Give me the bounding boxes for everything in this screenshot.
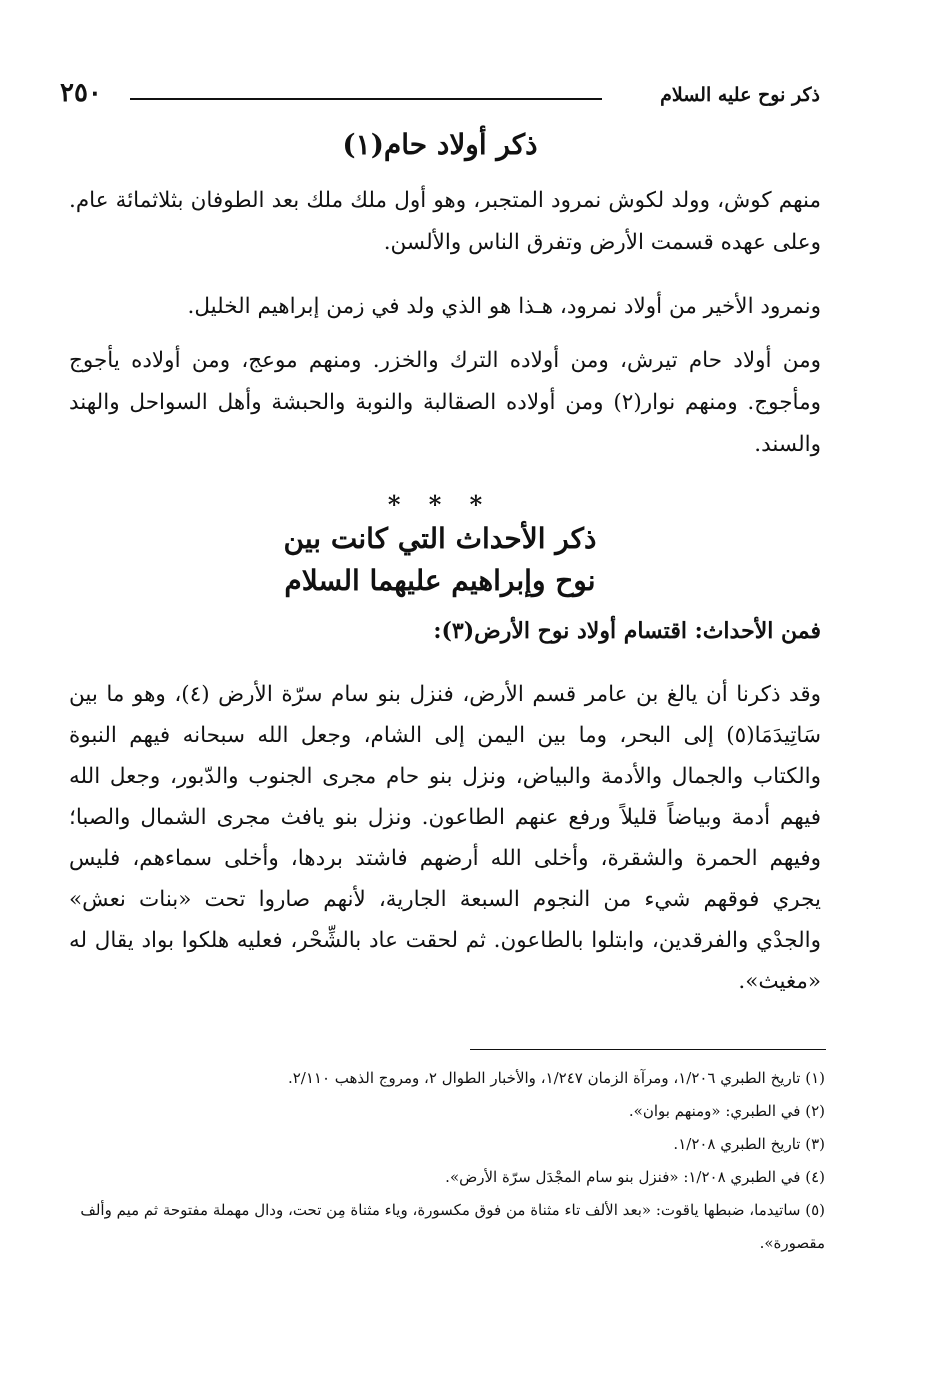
paragraph: ومن أولاد حام تيرش، ومن أولاده الترك والخزر. ومنهم موعج، ومن أولاده يأجوج ومأجوج. ومنهم نوار(٢) ومن أولاده الصقالبة والنوبة والحبشة وأهل السواحل والهند والسند. bbox=[69, 348, 821, 457]
footnote: (٣) تاريخ الطبري ١/٢٠٨. bbox=[673, 1135, 825, 1153]
section-separator: * * * bbox=[387, 490, 493, 519]
paragraph: ونمرود الأخير من أولاد نمرود، هـذا هو الذي ولد في زمن إبراهيم الخليل. bbox=[187, 294, 821, 319]
page-number: ٢٥٠ bbox=[60, 78, 102, 108]
header-rule bbox=[130, 98, 602, 100]
subheading: فمن الأحداث: اقتسام أولاد نوح الأرض(٣): bbox=[433, 618, 821, 644]
footnote: (٥) ساتيدما، ضبطها ياقوت: «بعد الألف تاء مثناة من فوق مكسورة، وياء مثناة مِن تحت، ودال مهملة مفتوحة ثم ميم وألف مقصورة». bbox=[80, 1201, 825, 1252]
footnotes bbox=[75, 1062, 825, 1260]
footnote: (٤) في الطبري ١/٢٠٨: «فنزل بنو سام المجْدَل سرّة الأرض». bbox=[445, 1168, 825, 1186]
footnote: (٢) في الطبري: «ومنهم بوان». bbox=[628, 1102, 825, 1120]
section-title-line: ذكر الأحداث التي كانت بين bbox=[283, 522, 597, 555]
section-title-events bbox=[60, 518, 820, 602]
footnote-rule bbox=[470, 1049, 826, 1050]
running-title: ذكر نوح عليه السلام bbox=[660, 84, 820, 106]
paragraph: وقد ذكرنا أن يالغ بن عامر قسم الأرض، فنزل بنو سام سرّة الأرض (٤)، وهو ما بين سَاتِيدَمَا(٥) إلى البحر، وما بين اليمن إلى الشام، وجعل الله سبحانه فيهم النبوة والكتاب والجمال والأدمة والبياض، ونزل بنو حام مجرى الجنوب والدّبور، وجعل الله فيهم أدمة وبياضاً قليلاً ورفع عنهم الطاعون. ونزل بنو يافث مجرى الشمال والصبا؛ وفيهم الحمرة والشقرة، وأخلى الله أرضهم فاشتد بردها، وأخلى سماءهم، فليس يجري فوقهم شيء من النجوم السبعة الجارية، لأنهم صاروا تحت «بنات نعش» والجدْي والفرقدين، وابتلوا بالطاعون. ثم لحقت عاد بالشِّحْر، فعليه هلكوا بواد يقال له «مغيث». bbox=[69, 682, 822, 994]
section-title-children-of-ham: ذكر أولاد حام(١) bbox=[342, 128, 538, 161]
page-header bbox=[60, 78, 820, 120]
paragraph: منهم كوش، وولد لكوش نمرود المتجبر، وهو أول ملك ملك بعد الطوفان بثلاثمائة عام. وعلى عهده قسمت الأرض وتفرق الناس والألسن. bbox=[69, 188, 821, 255]
section-title-line: نوح وإبراهيم عليهما السلام bbox=[284, 564, 596, 597]
footnote: (١) تاريخ الطبري ١/٢٠٦، ومرآة الزمان ١/٢٤٧، والأخبار الطوال ٢، ومروج الذهب ٢/١١٠. bbox=[287, 1069, 825, 1087]
